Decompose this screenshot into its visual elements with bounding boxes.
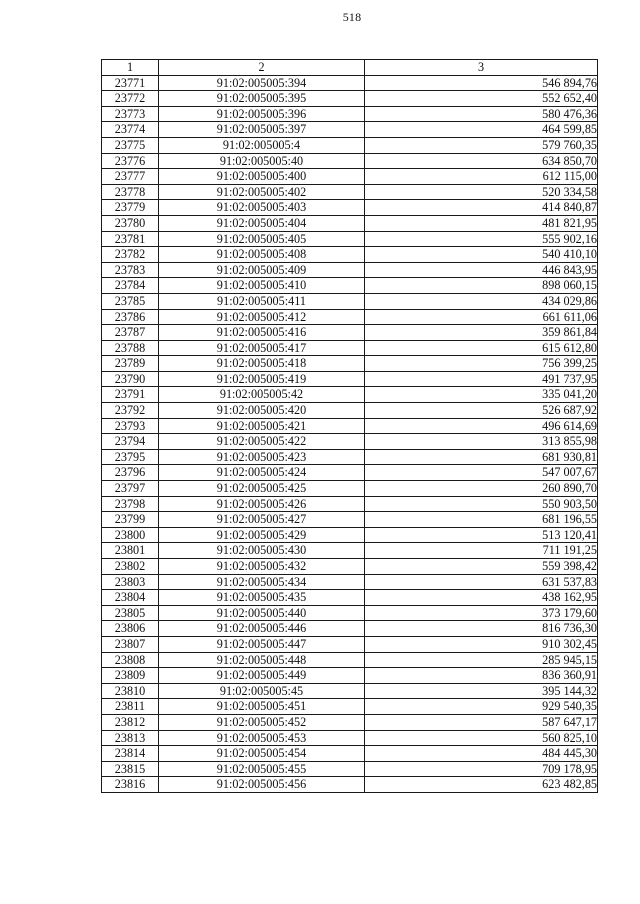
- cadastral-value-cell: 559 398,42: [365, 559, 598, 575]
- table-row: [102, 200, 598, 216]
- column-header-cadastral-value: 3: [365, 60, 598, 76]
- cadastral-number-cell: 91:02:005005:455: [159, 761, 365, 777]
- cadastral-number-cell: 91:02:005005:417: [159, 340, 365, 356]
- row-number-cell: 23784: [102, 278, 159, 294]
- cadastral-value-cell: 634 850,70: [365, 153, 598, 169]
- row-number-cell: 23775: [102, 137, 159, 153]
- cadastral-value-cell: 546 894,76: [365, 75, 598, 91]
- row-number-cell: 23815: [102, 761, 159, 777]
- row-number-cell: 23798: [102, 496, 159, 512]
- cadastral-value-cell: 661 611,06: [365, 309, 598, 325]
- row-number-cell: 23788: [102, 340, 159, 356]
- cadastral-value-cell: 612 115,00: [365, 169, 598, 185]
- cadastral-number-cell: 91:02:005005:447: [159, 636, 365, 652]
- cadastral-value-cell: 929 540,35: [365, 699, 598, 715]
- cadastral-number-cell: 91:02:005005:420: [159, 403, 365, 419]
- cadastral-value-cell: 520 334,58: [365, 184, 598, 200]
- cadastral-number-cell: 91:02:005005:424: [159, 465, 365, 481]
- cadastral-value-cell: 555 902,16: [365, 231, 598, 247]
- cadastral-number-cell: 91:02:005005:448: [159, 652, 365, 668]
- cadastral-value-cell: 631 537,83: [365, 574, 598, 590]
- table-row: [102, 652, 598, 668]
- cadastral-number-cell: 91:02:005005:456: [159, 777, 365, 793]
- table-row: [102, 293, 598, 309]
- row-number-cell: 23801: [102, 543, 159, 559]
- cadastral-number-cell: 91:02:005005:408: [159, 247, 365, 263]
- cadastral-value-table: [101, 59, 598, 793]
- cadastral-number-cell: 91:02:005005:402: [159, 184, 365, 200]
- table-row: [102, 636, 598, 652]
- cadastral-value-cell: 359 861,84: [365, 325, 598, 341]
- cadastral-number-cell: 91:02:005005:4: [159, 137, 365, 153]
- table-row: [102, 325, 598, 341]
- cadastral-number-cell: 91:02:005005:400: [159, 169, 365, 185]
- row-number-cell: 23790: [102, 371, 159, 387]
- table-row: [102, 247, 598, 263]
- table-row: [102, 278, 598, 294]
- row-number-cell: 23797: [102, 481, 159, 497]
- table-row: [102, 75, 598, 91]
- table-row: [102, 309, 598, 325]
- cadastral-number-cell: 91:02:005005:396: [159, 106, 365, 122]
- row-number-cell: 23794: [102, 434, 159, 450]
- table-row: [102, 683, 598, 699]
- table-row: [102, 496, 598, 512]
- cadastral-number-cell: 91:02:005005:423: [159, 449, 365, 465]
- cadastral-value-cell: 898 060,15: [365, 278, 598, 294]
- row-number-cell: 23795: [102, 449, 159, 465]
- table-row: [102, 527, 598, 543]
- cadastral-value-cell: 615 612,80: [365, 340, 598, 356]
- table-row: [102, 465, 598, 481]
- cadastral-value-cell: 434 029,86: [365, 293, 598, 309]
- table-row: [102, 590, 598, 606]
- table-row: [102, 371, 598, 387]
- table-row: [102, 122, 598, 138]
- cadastral-value-cell: 540 410,10: [365, 247, 598, 263]
- row-number-cell: 23804: [102, 590, 159, 606]
- row-number-cell: 23773: [102, 106, 159, 122]
- row-number-cell: 23781: [102, 231, 159, 247]
- row-number-cell: 23780: [102, 215, 159, 231]
- cadastral-number-cell: 91:02:005005:397: [159, 122, 365, 138]
- row-number-cell: 23811: [102, 699, 159, 715]
- table-row: [102, 137, 598, 153]
- cadastral-value-cell: 313 855,98: [365, 434, 598, 450]
- cadastral-value-cell: 373 179,60: [365, 605, 598, 621]
- table-header: [102, 60, 598, 76]
- table-row: [102, 559, 598, 575]
- cadastral-value-cell: 910 302,45: [365, 636, 598, 652]
- table-row: [102, 340, 598, 356]
- row-number-cell: 23806: [102, 621, 159, 637]
- row-number-cell: 23807: [102, 636, 159, 652]
- row-number-cell: 23809: [102, 668, 159, 684]
- row-number-cell: 23783: [102, 262, 159, 278]
- cadastral-number-cell: 91:02:005005:405: [159, 231, 365, 247]
- row-number-cell: 23772: [102, 91, 159, 107]
- cadastral-value-cell: 681 930,81: [365, 449, 598, 465]
- cadastral-value-cell: 681 196,55: [365, 512, 598, 528]
- table-row: [102, 418, 598, 434]
- cadastral-value-cell: 623 482,85: [365, 777, 598, 793]
- row-number-cell: 23791: [102, 387, 159, 403]
- table-row: [102, 403, 598, 419]
- table-row: [102, 777, 598, 793]
- table-row: [102, 481, 598, 497]
- row-number-cell: 23793: [102, 418, 159, 434]
- cadastral-number-cell: 91:02:005005:418: [159, 356, 365, 372]
- cadastral-number-cell: 91:02:005005:409: [159, 262, 365, 278]
- cadastral-number-cell: 91:02:005005:453: [159, 730, 365, 746]
- cadastral-value-cell: 526 687,92: [365, 403, 598, 419]
- cadastral-number-cell: 91:02:005005:427: [159, 512, 365, 528]
- row-number-cell: 23812: [102, 714, 159, 730]
- cadastral-value-cell: 446 843,95: [365, 262, 598, 278]
- cadastral-value-cell: 709 178,95: [365, 761, 598, 777]
- cadastral-number-cell: 91:02:005005:403: [159, 200, 365, 216]
- cadastral-number-cell: 91:02:005005:435: [159, 590, 365, 606]
- row-number-cell: 23799: [102, 512, 159, 528]
- row-number-cell: 23808: [102, 652, 159, 668]
- row-number-cell: 23810: [102, 683, 159, 699]
- cadastral-value-cell: 496 614,69: [365, 418, 598, 434]
- cadastral-number-cell: 91:02:005005:416: [159, 325, 365, 341]
- cadastral-value-cell: 756 399,25: [365, 356, 598, 372]
- cadastral-number-cell: 91:02:005005:452: [159, 714, 365, 730]
- cadastral-number-cell: 91:02:005005:410: [159, 278, 365, 294]
- table-row: [102, 215, 598, 231]
- cadastral-value-cell: 395 144,32: [365, 683, 598, 699]
- cadastral-value-cell: 481 821,95: [365, 215, 598, 231]
- cadastral-value-cell: 414 840,87: [365, 200, 598, 216]
- cadastral-number-cell: 91:02:005005:425: [159, 481, 365, 497]
- cadastral-number-cell: 91:02:005005:404: [159, 215, 365, 231]
- cadastral-value-cell: 285 945,15: [365, 652, 598, 668]
- row-number-cell: 23774: [102, 122, 159, 138]
- table-row: [102, 106, 598, 122]
- cadastral-value-cell: 836 360,91: [365, 668, 598, 684]
- cadastral-number-cell: 91:02:005005:451: [159, 699, 365, 715]
- cadastral-value-cell: 335 041,20: [365, 387, 598, 403]
- column-header-cadastral-number: 2: [159, 60, 365, 76]
- cadastral-number-cell: 91:02:005005:419: [159, 371, 365, 387]
- table-row: [102, 262, 598, 278]
- table-row: [102, 169, 598, 185]
- cadastral-value-cell: 587 647,17: [365, 714, 598, 730]
- cadastral-value-cell: 816 736,30: [365, 621, 598, 637]
- row-number-cell: 23778: [102, 184, 159, 200]
- cadastral-value-cell: 550 903,50: [365, 496, 598, 512]
- table-row: [102, 714, 598, 730]
- cadastral-value-cell: 560 825,10: [365, 730, 598, 746]
- row-number-cell: 23796: [102, 465, 159, 481]
- cadastral-value-cell: 579 760,35: [365, 137, 598, 153]
- cadastral-number-cell: 91:02:005005:440: [159, 605, 365, 621]
- table-row: [102, 621, 598, 637]
- row-number-cell: 23786: [102, 309, 159, 325]
- table-row: [102, 761, 598, 777]
- row-number-cell: 23802: [102, 559, 159, 575]
- table-row: [102, 512, 598, 528]
- cadastral-value-cell: 547 007,67: [365, 465, 598, 481]
- row-number-cell: 23787: [102, 325, 159, 341]
- cadastral-number-cell: 91:02:005005:446: [159, 621, 365, 637]
- cadastral-number-cell: 91:02:005005:412: [159, 309, 365, 325]
- table-row: [102, 543, 598, 559]
- row-number-cell: 23805: [102, 605, 159, 621]
- cadastral-number-cell: 91:02:005005:432: [159, 559, 365, 575]
- row-number-cell: 23771: [102, 75, 159, 91]
- cadastral-number-cell: 91:02:005005:421: [159, 418, 365, 434]
- table-row: [102, 231, 598, 247]
- cadastral-number-cell: 91:02:005005:422: [159, 434, 365, 450]
- header-row: [102, 60, 598, 76]
- cadastral-value-cell: 464 599,85: [365, 122, 598, 138]
- cadastral-number-cell: 91:02:005005:411: [159, 293, 365, 309]
- cadastral-value-cell: 513 120,41: [365, 527, 598, 543]
- table-row: [102, 356, 598, 372]
- row-number-cell: 23792: [102, 403, 159, 419]
- table-row: [102, 434, 598, 450]
- column-header-row-number: 1: [102, 60, 159, 76]
- row-number-cell: 23803: [102, 574, 159, 590]
- row-number-cell: 23779: [102, 200, 159, 216]
- table-row: [102, 605, 598, 621]
- row-number-cell: 23789: [102, 356, 159, 372]
- cadastral-value-cell: 552 652,40: [365, 91, 598, 107]
- cadastral-number-cell: 91:02:005005:395: [159, 91, 365, 107]
- row-number-cell: 23776: [102, 153, 159, 169]
- cadastral-number-cell: 91:02:005005:430: [159, 543, 365, 559]
- cadastral-number-cell: 91:02:005005:42: [159, 387, 365, 403]
- page-number: 518: [342, 10, 362, 24]
- row-number-cell: 23813: [102, 730, 159, 746]
- table-row: [102, 699, 598, 715]
- row-number-cell: 23814: [102, 746, 159, 762]
- table-row: [102, 153, 598, 169]
- cadastral-number-cell: 91:02:005005:429: [159, 527, 365, 543]
- row-number-cell: 23785: [102, 293, 159, 309]
- cadastral-number-cell: 91:02:005005:394: [159, 75, 365, 91]
- row-number-cell: 23816: [102, 777, 159, 793]
- cadastral-number-cell: 91:02:005005:434: [159, 574, 365, 590]
- cadastral-value-cell: 580 476,36: [365, 106, 598, 122]
- cadastral-value-cell: 491 737,95: [365, 371, 598, 387]
- table-row: [102, 184, 598, 200]
- table-body: [102, 75, 598, 792]
- table-row: [102, 730, 598, 746]
- cadastral-number-cell: 91:02:005005:40: [159, 153, 365, 169]
- table-row: [102, 668, 598, 684]
- cadastral-value-cell: 260 890,70: [365, 481, 598, 497]
- table-row: [102, 746, 598, 762]
- row-number-cell: 23800: [102, 527, 159, 543]
- row-number-cell: 23777: [102, 169, 159, 185]
- row-number-cell: 23782: [102, 247, 159, 263]
- cadastral-number-cell: 91:02:005005:45: [159, 683, 365, 699]
- table-row: [102, 91, 598, 107]
- cadastral-value-cell: 711 191,25: [365, 543, 598, 559]
- table-row: [102, 449, 598, 465]
- table-row: [102, 387, 598, 403]
- cadastral-number-cell: 91:02:005005:454: [159, 746, 365, 762]
- cadastral-value-cell: 484 445,30: [365, 746, 598, 762]
- cadastral-value-cell: 438 162,95: [365, 590, 598, 606]
- cadastral-number-cell: 91:02:005005:449: [159, 668, 365, 684]
- cadastral-number-cell: 91:02:005005:426: [159, 496, 365, 512]
- table-row: [102, 574, 598, 590]
